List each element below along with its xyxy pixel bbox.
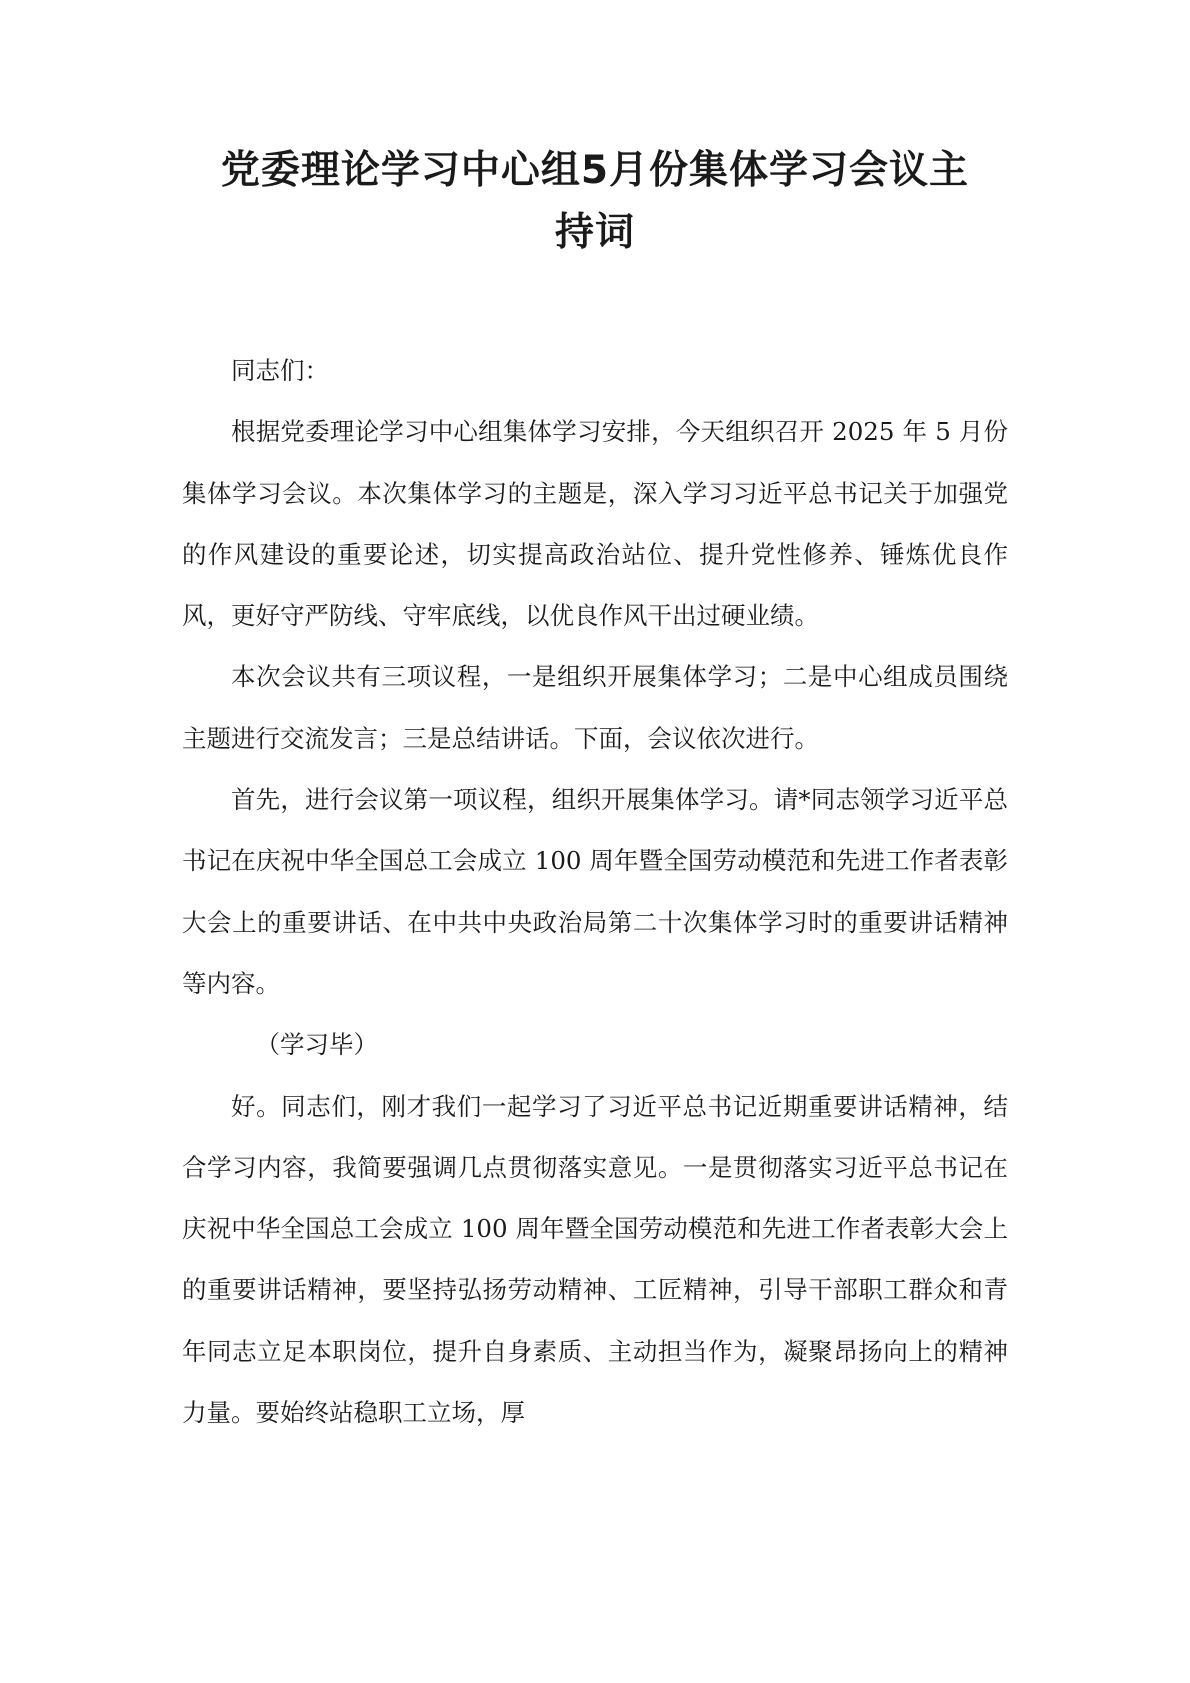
paragraph-4: 好。同志们，刚才我们一起学习了习近平总书记近期重要讲话精神，结合学习内容，我简要强调几点贯彻落实意见。一是贯彻落实习近平总书记在庆祝中华全国总工会成立 100 周年暨全国劳动模范和先进工作者表彰大会上的重要讲话精神，要坚持弘扬劳动精神、工匠精神，引导干部职工群众和青年同志立足本职岗位，提升自身素质、主动担当作为，凝聚昂扬向上的精神力量。要始终站稳职工立场，厚: [182, 1091, 1008, 1428]
salutation: 同志们：: [231, 356, 329, 385]
title-line-1: 党委理论学习中心组5月份集体学习会议主: [220, 148, 970, 193]
paragraph-1: 根据党委理论学习中心组集体学习安排，今天组织召开 2025 年 5 月份集体学习会议。本次集体学习的主题是，深入学习习近平总书记关于加强党的作风建设的重要论述，切实提高政治站位、提升党性修养、锤炼优良作风，更好守严防线、守牢底线，以优良作风干出过硬业绩。: [182, 417, 1008, 631]
document-body: [182, 340, 1008, 1443]
document-title: [160, 140, 1030, 264]
study-finished-note: （学习毕）: [255, 1030, 378, 1060]
paragraph-3: 首先，进行会议第一项议程，组织开展集体学习。请*同志领学习近平总书记在庆祝中华全国总工会成立 100 周年暨全国劳动模范和先进工作者表彰大会上的重要讲话、在中共中央政治局第二十次集体学习时的重要讲话精神等内容。: [182, 785, 1008, 998]
title-line-2: 持词: [554, 210, 635, 255]
paragraph-2: 本次会议共有三项议程，一是组织开展集体学习；二是中心组成员围绕主题进行交流发言；三是总结讲话。下面，会议依次进行。: [182, 662, 1008, 753]
